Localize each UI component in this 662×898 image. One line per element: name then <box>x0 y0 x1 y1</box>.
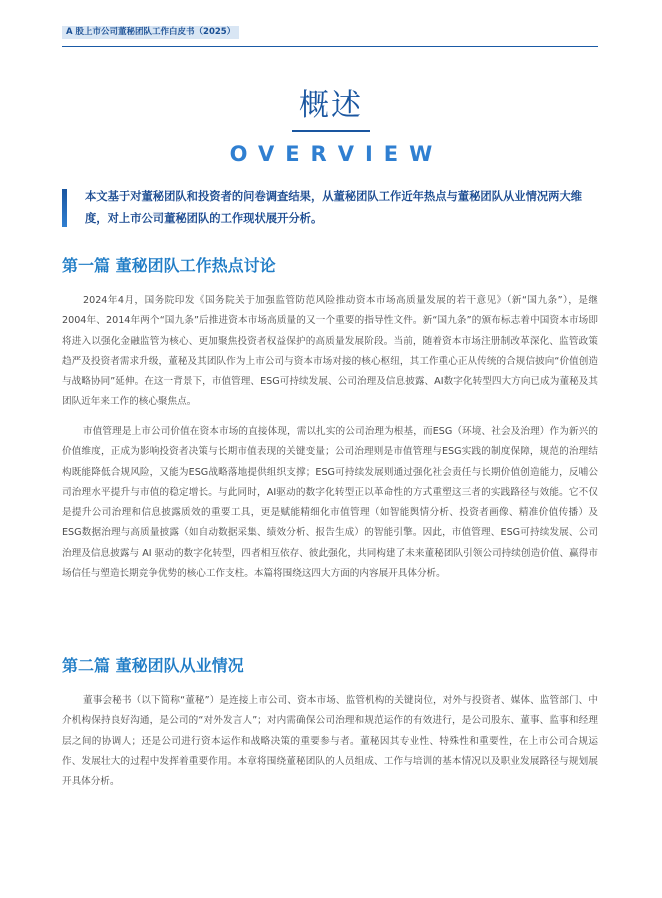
section1-paragraph-2: 市值管理是上市公司价值在资本市场的直接体现，需以扎实的公司治理为根基，而ESG（环境、社会及治理）作为新兴的价值维度，正成为影响投资者决策与长期市值表现的关键变量；公司治理则是市值管理与ESG实践的制度保障，规范的治理结构既能降低合规风险，又能为ESG战略落地提供组织支撑；ESG可持续发展则通过强化社会责任与长期价值创造能力，反哺公司治理水平提升与市值的稳定增长。与此同时，AI驱动的数字化转型正以革命性的方式重塑这三者的实践路径与效能。它不仅是提升公司治理和信息披露质效的重要工具，更是赋能精细化市值管理（如智能舆情分析、投资者画像、精准价值传播）及ESG数据治理与高质量披露（如自动数据采集、绩效分析、报告生成）的智能引擎。因此，市值管理、ESG可持续发展、公司治理及信息披露与 AI 驱动的数字化转型，四者相互依存、彼此强化，共同构建了未来董秘团队引领公司持续创造价值、赢得市场信任与塑造长期竞争优势的核心工作支柱。本篇将围绕这四大方面的内容展开具体分析。 <box>62 426 598 580</box>
intro-block <box>62 186 598 230</box>
section2-paragraph-1: 董事会秘书（以下简称“董秘”）是连接上市公司、资本市场、监管机构的关键岗位，对外与投资者、媒体、监管部门、中介机构保持良好沟通，是公司的“对外发言人”；对内需确保公司治理和规范运作的有效进行，是公司股东、董事、监事和经理层之间的协调人；还是公司进行资本运作和战略决策的重要参与者。董秘因其专业性、特殊性和重要性，在上市公司合规运作、发展壮大的过程中发挥着重要作用。本章将围绕董秘团队的人员组成、工作与培训的基本情况以及职业发展路径与规划展开具体分析。 <box>62 695 598 788</box>
page-header <box>62 26 598 47</box>
title-underline <box>292 130 370 132</box>
section1-paragraph-1: 2024年4月，国务院印发《国务院关于加强监管防范风险推动资本市场高质量发展的若干意见》（新“国九条”），是继2004年、2014年两个“国九条”后推进资本市场高质量的又一个重要的指导性文件。新“国九条”的颁布标志着中国资本市场即将进入以强化金融监管为核心、更加聚焦投资者权益保护的高质量发展阶段。当前，随着资本市场注册制改革深化、监管政策趋严及投资者需求升级，董秘及其团队作为上市公司与资本市场对接的核心枢纽，其工作重心正从传统的合规信披向“价值创造与战略协同”延伸。在这一背景下，市值管理、ESG可持续发展、公司治理及信息披露、AI数字化转型四大方向已成为董秘及其团队近年来工作的核心聚焦点。 <box>62 295 598 408</box>
intro-text: 本文基于对董秘团队和投资者的问卷调查结果，从董秘团队工作近年热点与董秘团队从业情况两大维度，对上市公司董秘团队的工作现状展开分析。 <box>85 190 583 225</box>
page-subtitle-en: OVERVIEW <box>229 142 444 166</box>
title-block <box>0 86 662 168</box>
section2-title: 第二篇 董秘团队从业情况 <box>62 656 244 675</box>
intro-accent-bar <box>62 189 67 227</box>
section1-title: 第一篇 董秘团队工作热点讨论 <box>62 256 276 275</box>
header-tag: A 股上市公司董秘团队工作白皮书（2025） <box>62 26 239 39</box>
page-title: 概述 <box>299 88 363 123</box>
